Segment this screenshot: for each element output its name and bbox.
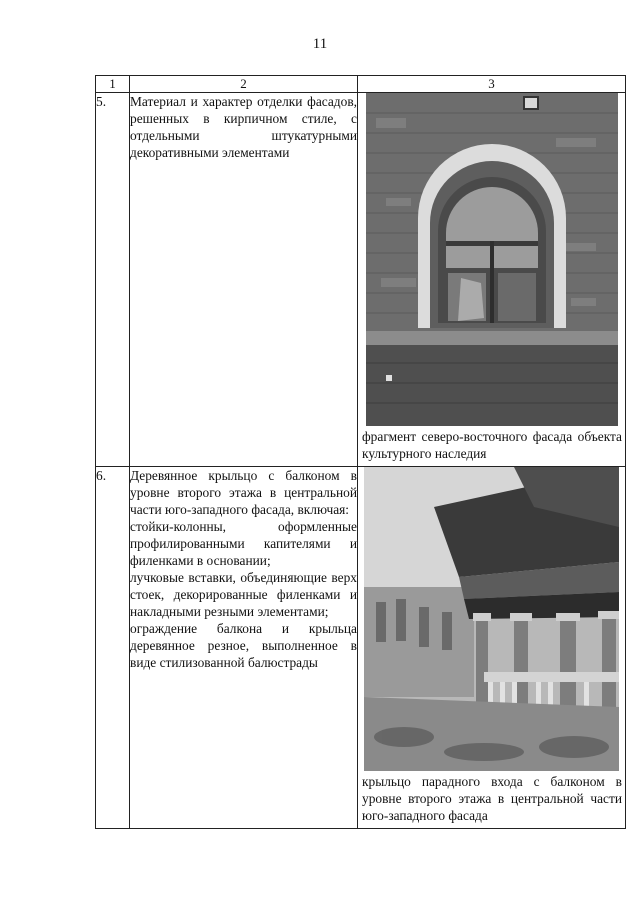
description-paragraph: стойки-колонны, оформленные профилированными капителями и филенками в основании; <box>130 519 357 568</box>
description-paragraph: Материал и характер отделки фасадов, решенных в кирпичном стиле, с отдельными штукатурными декоративными элементами <box>130 94 357 160</box>
row-description <box>130 467 358 829</box>
description-paragraph: Деревянное крыльцо с балконом в уровне второго этажа в центральной части юго-западного фасада, включая: <box>130 468 357 517</box>
table-row <box>96 93 626 467</box>
photo-caption: фрагмент северо-восточного фасада объекта культурного наследия <box>362 429 622 461</box>
column-header: 3 <box>358 76 626 93</box>
row-illustration <box>358 467 626 829</box>
row-illustration <box>358 93 626 467</box>
table-header-row <box>96 76 626 93</box>
facade-fragment-photo <box>366 93 618 426</box>
table-row <box>96 467 626 829</box>
photo-caption: крыльцо парадного входа с балконом в уровне второго этажа в центральной части юго-западного фасада <box>362 774 622 823</box>
object-features-table <box>95 75 626 829</box>
porch-balcony-photo <box>364 467 619 771</box>
column-header: 1 <box>96 76 130 93</box>
page-number: 11 <box>312 36 328 52</box>
row-number: 5. <box>96 93 130 467</box>
description-paragraph: лучковые вставки, объединяющие верх стоек, декорированные филенками и накладными резными элементами; <box>130 570 357 619</box>
column-header: 2 <box>130 76 358 93</box>
row-description <box>130 93 358 467</box>
row-number: 6. <box>96 467 130 829</box>
description-paragraph: ограждение балкона и крыльца деревянное резное, выполненное в виде стилизованной балюстрады <box>130 621 357 670</box>
